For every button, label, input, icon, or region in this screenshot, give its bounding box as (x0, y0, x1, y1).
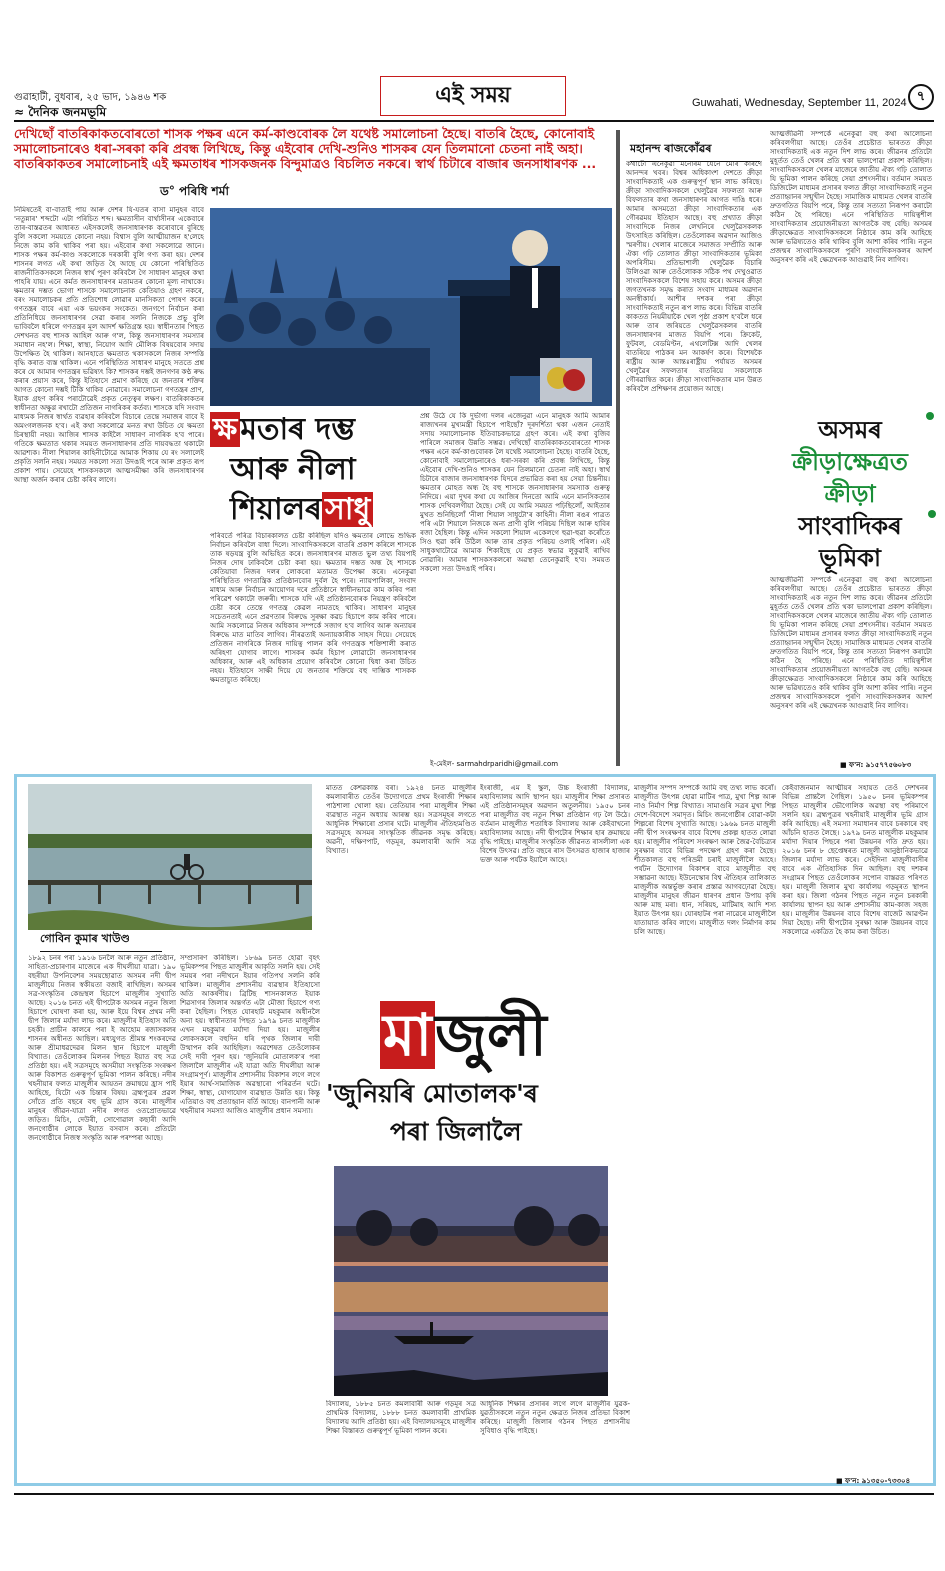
feature-headline-rest: জুলী (435, 1001, 547, 1069)
sports-headline-line-2: ক্ৰীড়াক্ষেত্ৰত (792, 448, 908, 476)
feature-column-3-bottom (326, 1400, 476, 1480)
lead-column-3 (420, 412, 610, 754)
headline-red-letter: ক্ষ (210, 412, 240, 447)
sports-headline-line-3: ক্ৰীড়া (824, 480, 876, 508)
bottom-rule (14, 1493, 934, 1495)
feature-column-5-text: মাজুলীৰ সম্পদ সম্পৰ্কে আমি বহু তথ্য লাভ কৰোঁ। মাজুলীত উৎপন্ন হোৱা মাটিৰ পাত্ৰ, মুখা শিল্প আৰু নাও নিৰ্মাণ শিল্প বিখ্যাত। সামাগুৰি সত্ৰৰ মুখা শিল্প দেশে-বিদেশে সমাদৃত। মিচিং জনগোষ্ঠীৰ বোৱা-কটা শিল্পৰো বিশেষ সুখ্যাতি আছে। ১৯৬৯ চনত মাজুলী নদী দ্বীপ সংৰক্ষণৰ বাবে বিশেষ প্ৰকল্প হাতত লোৱা হয়। মাজুলীৰ পৰিবেশ সংৰক্ষণ আৰু জৈৱ-বৈচিত্ৰ্যৰ সুৰক্ষাৰ বাবে বিভিন্ন পদক্ষেপ গ্ৰহণ কৰা হৈছে। শীতকালত বহু পৰিভ্ৰমী চৰাই মাজুলীলৈ আহে। পৰ্যটন উদ্যোগৰ বিকাশৰ বাবে মাজুলীত বহু সম্ভাৱনা আছে। ইউনেস্কোৰ বিশ্ব ঐতিহ্যৰ তালিকাত মাজুলীক অন্তৰ্ভুক্ত কৰাৰ প্ৰস্তাৱ আগবঢ়োৱা হৈছে। মাজুলীৰ মানুহৰ জীৱন ধাৰণৰ প্ৰধান উপায় কৃষি আৰু মাছ মৰা। ধান, সৰিয়হ, মাটিমাহ আদি শস্য ইয়াত উৎপন্ন হয়। যোৰহাটৰ পৰা নাৱেৰে মাজুলীলৈ যাতায়াত কৰিব লাগে। মাজুলীত দলং নিৰ্মাণৰ কাম চলি আছে। (634, 784, 776, 936)
header-date-right: Guwahati, Wednesday, September 11, 2024 (692, 97, 907, 109)
sports-column-2-top (770, 130, 932, 406)
column-divider (616, 130, 620, 766)
headline-red-word: সাধু (322, 492, 373, 527)
sports-headline-line-4: সাংবাদিকৰ (798, 512, 902, 540)
lead-byline: ড° পৰিধি শৰ্মা (160, 184, 229, 198)
green-dot-top (926, 412, 934, 420)
feature-headline-line-3: পৰা জিলালৈ (390, 1117, 522, 1146)
paper-name: ≈ দৈনিক জনমভূমি (14, 105, 107, 119)
feature-column-3 (326, 784, 476, 996)
sports-byline: মহানন্দ ৰাজকোঁৱৰ (630, 140, 760, 162)
sports-phone: ■ ফ'ন: ৯১৫৭৭৫৬০৮৩ (840, 761, 912, 769)
section-title: এই সময় (380, 76, 566, 116)
feature-column-4-bottom-text: আধুনিক শিক্ষাৰ প্ৰসাৰৰ লগে লগে মাজুলীৰ যুৱক-যুৱতীসকলে নতুন নতুন ক্ষেত্ৰত নিজৰ প্ৰতিভা বিকাশ কৰিছে। মাজুলী জিলাৰ গঠনৰ পিছত প্ৰশাসনীয় সুবিধাও বৃদ্ধি পাইছে। (480, 1400, 630, 1435)
lead-column-2 (210, 532, 416, 764)
feature-phone: ■ ফ'ন: ৯১৩৫০-৭৩৩০৪ (836, 1477, 911, 1485)
sports-headline (770, 414, 930, 574)
green-dot-bottom (928, 510, 936, 518)
feature-headline-red: মা (380, 1001, 435, 1069)
politician-podium-illustration (210, 208, 612, 406)
feature-column-2-text: সম্প্ৰসাৰণ কৰিছিল। ১৮৬৯ চনত হোৱা বৃহৎ ভূমিকম্পৰ পিছত মাজুলীৰ আকৃতি সলনি হয়। সেই সময়ৰ পৰা নদীখনে ইয়াৰ গতিপথ সলনি কৰি থাকিল। মাজুলীৰ প্ৰশাসনীয় ব্যৱস্থাৰ ইতিহাসো অতি আকৰ্ষণীয়। ব্ৰিটিছ শাসনকালত ইয়াক শিৱসাগৰ জিলাৰ অন্তৰ্গত এটা মৌজা হিচাপে গণ্য কৰা হৈছিল। পিছত যোৰহাট মহকুমাৰ অধীনলৈ অনা হয়। স্বাধীনতাৰ পিছত ১৯৭৯ চনত মাজুলীক এখন মহকুমাৰ মৰ্যাদা দিয়া হয়। মাজুলীৰ লোকসকলে বহুদিন ধৰি পৃথক জিলাৰ দাবী উত্থাপন কৰি আহিছিল। অৱশেষত তেওঁলোকৰ সেই দাবী পূৰণ হয়। 'জুনিয়ৰি মোতালক'ৰ পৰা জিলালৈ মাজুলীৰ এই যাত্ৰা অতি দীঘলীয়া আৰু সংগ্ৰামপূৰ্ণ। মাজুলীৰ প্ৰশাসনীয় বিকাশৰ লগে লগে ইয়াৰ আৰ্থ-সামাজিক অৱস্থাৰো পৰিৱৰ্তন ঘটে। শিক্ষা, স্বাস্থ্য, যোগাযোগ ব্যৱস্থাত উন্নতি হয়। কিন্তু এতিয়াও বহু প্ৰত্যাহ্বান বৰ্তি আছে। বানপানী আৰু খহনীয়াৰ সমস্যা আজিও মাজুলীৰ প্ৰধান সমস্যা। (180, 954, 320, 1115)
headline-line-2: আৰু নীলা (230, 452, 356, 487)
river-sunset-photo (334, 1166, 608, 1396)
lead-column-3-text: প্ৰশ্ন উঠে যে কি দুৰ্ভাগ্য দলৰ এজেনুৱা এনে মানুহক আমি আমাৰ ৰাজ্যখনৰ মুখ্যমন্ত্ৰী হিচাপে পাইছোঁ? দূৰদৰ্শিতা থকা এজন নেতাই সদায় সমালোচনাক ইতিবাচকভাৱে গ্ৰহণ কৰে। এই কথা বুজিব পাৰিলে সমাজৰ উন্নতি সম্ভৱ। দেখিছোঁ বাতৰিকাকতবোৰতো শাসক পক্ষৰ এনে কৰ্ম-কাণ্ডবোৰক লৈ যথেষ্ট সমালোচনা হৈছে। বাতৰি হৈছে, কোনোবাই সমালোচনাৰেও ধৰা-সৰকা কৰি প্ৰবন্ধ লিখিছে, কিন্তু এইবোৰ দেখি-শুনিও শাসকৰ যেন তিলমানো চেতনা নাই অহা। স্বাৰ্থ চিটাৰে বাজাৰ জনসাধাৰণক যিদৰে প্ৰভাৱিত কৰা হয় সেয়া চিন্তনীয়। ক্ষমতাৰ মোহত অন্ধ হৈ বহু শাসকে জনসাধাৰণৰ সমস্যাক গুৰুত্ব নিদিয়ে। এয়া দুখৰ কথা যে আজিৰ দিনতো আমি এনে মানসিকতাৰ শাসক দেখিবলগীয়া হৈছে। সেই যে আমি সময়ত পঢ়িছিলোঁ, আইতাৰ মুখত শুনিছিলোঁ 'নীলা শিয়াল সাধুটো'ৰ কাহিনী। নীলা ৰঙৰ পাত্ৰত পৰি এটা শিয়ালে নিজকে অন্য প্ৰাণী বুলি পৰিচয় দিছিল আৰু হাবিৰ ৰজা হৈছিল। কিন্তু এদিন সকলো শিয়াল একেলগে হুৱা-হুৱা কৰোঁতে সিও হুৱা কৰি উঠিল আৰু তাৰ প্ৰকৃত পৰিচয় ওলাই পৰিল। এই সাধুকথাটোৱে আমাক শিকাইছে যে প্ৰকৃত স্বভাৱ লুকুৱাই ৰাখিব নোৱাৰি। আমাৰ শাসকসকলৰো অৱস্থা তেনেকুৱাই হ'ব। সময়ত সকলো সত্য উদঙাই পৰিব। (420, 412, 610, 573)
page-number: ৭ (908, 84, 934, 110)
feature-column-1 (28, 954, 176, 1478)
feature-column-4-text: ইংৰাজী, এম ই স্কুল, উচ্চ ইংৰাজী বিদ্যালয়, মহাবিদ্যালয় আদি স্থাপন হয়। মাজুলীৰ শিক্ষা প্ৰসাৰত এই প্ৰতিষ্ঠানসমূহৰ অৱদান অতুলনীয়। ১৯৫০ চনৰ পৰা মাজুলীত বহু নতুন শিক্ষা প্ৰতিষ্ঠান গঢ় লৈ উঠে। বৰ্তমান মাজুলীত শতাধিক বিদ্যালয় আৰু কেইবাখনো মহাবিদ্যালয় আছে। নদী দ্বীপটোৰ শিক্ষাৰ হাৰ ক্ৰমান্বয়ে বৃদ্ধি পাইছে। মাজুলীৰ সংস্কৃতিক জীৱনত ৰাসলীলা এক বিশেষ উৎসৱ। প্ৰতি বছৰে ৰাস উৎসৱত হাজাৰ হাজাৰ ভক্ত আৰু পৰ্যটক ইয়ালৈ আহে। (480, 784, 630, 864)
feature-column-3-bottom-text: বিদ্যালয়, ১৮৮৫ চনত কমলাবাৰী আৰু গড়মূৰ সত্ৰ প্ৰাথমিক বিদ্যালয়, ১৮৮৮ চনত কমলাবাৰী প্ৰাথমিক বিদ্যালয় আদি প্ৰতিষ্ঠা হয়। এই বিদ্যালয়সমূহে মাজুলীৰ শিক্ষা বিস্তাৰত গুৰুত্বপূৰ্ণ ভূমিকা পালন কৰে। (326, 1400, 476, 1435)
feature-column-1-text: ১৮৯২ চনৰ পৰা ১৯১৬ চনলৈ আৰু নতুন প্ৰতিষ্ঠান, সাহিত্য-প্ৰচাৰণাৰ মাজেৰে এক দীঘলীয়া যাত্ৰা। ১৯০ বছৰীয়া উপনিবেশৰ সময়ছোৱাত অসমৰ নদী দ্বীপ মাজুলীয়ে নিজৰ স্বকীয়তা বজাই ৰাখিছিল। অসমৰ সত্ৰ-সংস্কৃতিৰ কেন্দ্ৰস্থল হিচাপে মাজুলীৰ সুখ্যাতি আছে। ২০১৬ চনত এই দ্বীপটোক অসমৰ নতুন জিলা হিচাপে ঘোষণা কৰা হয়, আৰু ইয়ে বিশ্বৰ প্ৰথম নদী দ্বীপ জিলাৰ মৰ্যাদা লাভ কৰে। মাজুলীৰ ইতিহাস অতি চহকী। প্ৰাচীন কালৰে পৰা ই আহোম ৰজাসকলৰ শাসনৰ অধীনত আছিল। মধ্যযুগত শ্ৰীমন্ত শংকৰদেৱ আৰু শ্ৰীমাধৱদেৱৰ মিলন স্থান হিচাপে মাজুলী বিখ্যাত। তেওঁলোকৰ মিলনৰ পিছত ইয়াত বহু সত্ৰ প্ৰতিষ্ঠা হয়। এই সত্ৰসমূহে অসমীয়া সংস্কৃতিক সংৰক্ষণ আৰু বিকাশত গুৰুত্বপূৰ্ণ ভূমিকা পালন কৰিছে। নদীৰ খহনীয়াৰ ফলত মাজুলীৰ আয়তন ক্ৰমান্বয়ে হ্ৰাস পাই আহিছে, যিটো এক চিন্তাৰ বিষয়। ব্ৰহ্মপুত্ৰৰ প্ৰৱল সোঁতে প্ৰতি বছৰে বহু ভূমি গ্ৰাস কৰে। মাজুলীৰ মানুহৰ জীৱন-যাত্ৰা নদীৰ লগত ওতপ্ৰোতভাৱে জড়িত। মিচিং, দেউৰী, সোণোৱাল কছাৰী আদি জনগোষ্ঠীৰ লোকে ইয়াত বসবাস কৰে। প্ৰতিটো জনগোষ্ঠীৰে নিজস্ব সংস্কৃতি আৰু পৰম্পৰা আছে। (28, 954, 176, 1142)
feature-column-2 (180, 954, 320, 1478)
wetland-bridge-photo (28, 784, 312, 930)
sports-column-2-bottom-text: আত্মজীৱনী সম্পৰ্কে এনেকুৱা বহু কথা আলোচনা কৰিবলগীয়া আছে। তেওঁৰ প্ৰচেষ্টাত ভাৰতত ক্ৰীড়া সাংবাদিকতাই এক নতুন দিশ লাভ কৰে। জীৱনৰ প্ৰতিটো মুহূৰ্তত তেওঁ খেলৰ প্ৰতি থকা ভালপোৱা প্ৰকাশ কৰিছিল। সাংবাদিকসকলে খেলৰ মাজেৰে জাতীয় ঐক্য গঢ়ি তোলাত যি ভূমিকা পালন কৰিছে সেয়া প্ৰশংসনীয়। বৰ্তমান সময়ত ডিজিটেল মাধ্যমৰ প্ৰসাৰৰ ফলত ক্ৰীড়া সাংবাদিকতাই নতুন প্ৰত্যাহ্বানৰ সন্মুখীন হৈছে। সামাজিক মাধ্যমত খেলৰ বাতৰি দ্ৰুতগতিত বিয়পি পৰে, কিন্তু তাৰ সত্যতা নিৰূপণ কৰাটো কঠিন হৈ পৰিছে। এনে পৰিস্থিতিত দায়িত্বশীল সাংবাদিকতাৰ প্ৰয়োজনীয়তা আগতকৈ বহু বেছি। অসমৰ ক্ৰীড়াক্ষেত্ৰত সাংবাদিকসকলে নিষ্ঠাৰে কাম কৰি আহিছে আৰু ভৱিষ্যতেও কৰি থাকিব বুলি আশা কৰিব পাৰি। নতুন প্ৰজন্মৰ সাংবাদিকসকলে পুৰণি সাংবাদিকসকলৰ আদৰ্শ অনুসৰণ কৰি এই ক্ষেত্ৰখনক আগুৱাই নিব লাগিব। (770, 576, 932, 710)
sunset-photo (334, 1166, 608, 1396)
headline-line-1: মতাৰ দম্ভ (240, 412, 355, 447)
headline-line-3: শিয়ালৰ (230, 492, 322, 527)
feature-headline (320, 1000, 620, 1160)
feature-column-3-text: মাতত কেশৱকান্ত বৰা। ১৯২৪ চনত মাজুলীৰ কমলাবাৰীত তেওঁৰ উদ্যোগতে প্ৰথম ইংৰাজী শিক্ষাৰ পাঠশালা খোলা হয়। তেতিয়াৰ পৰা মাজুলীৰ শিক্ষা ব্যৱস্থাত নতুন অধ্যায় আৰম্ভ হয়। সত্ৰসমূহৰ লগতে আধুনিক শিক্ষাৰো প্ৰসাৰ ঘটে। মাজুলীৰ ঐতিহ্যমণ্ডিত সত্ৰসমূহে অসমৰ সাংস্কৃতিক জীৱনক সমৃদ্ধ কৰিছে। অৱনী, দক্ষিণপাট, গড়মূৰ, কমলাবাৰী আদি সত্ৰ বিখ্যাত। (326, 784, 476, 855)
header-rule (14, 120, 934, 122)
feature-column-6 (782, 784, 928, 1470)
author-email: ই-মেইল- sarmahdrparidhi@gmail.com (430, 760, 559, 768)
sports-column-1-text: কথাটো এনেকুৱা মনোৰম যেনে মোৰ কাৰণে আনন্দৰ খবৰ। বিশ্বৰ অধিকাংশ দেশতে ক্ৰীড়া সাংবাদিকতাই এক গুৰুত্বপূৰ্ণ স্থান লাভ কৰিছে। ক্ৰীড়া সাংবাদিকসকলে খেলুৱৈৰ সফলতা আৰু বিফলতাৰ কথা জনসাধাৰণৰ আগত দাঙি ধৰে। আমাৰ অসমতো ক্ৰীড়া সাংবাদিকতাৰ এক গৌৰৱময় ইতিহাস আছে। বহু প্ৰখ্যাত ক্ৰীড়া সাংবাদিকে নিজৰ লেখনিৰে খেলুৱৈসকলক উৎসাহিত কৰিছিল। তেওঁলোকৰ অৱদান আজিও স্মৰণীয়। খেলাৰ মাজেৰে সমাজত সম্প্ৰীতি আৰু ঐক্য গঢ়ি তোলাত ক্ৰীড়া সাংবাদিকতাৰ ভূমিকা অপৰিসীম। প্ৰতিভাশালী খেলুৱৈক বিচাৰি উলিওৱা আৰু তেওঁলোকক সঠিক পথ দেখুওৱাত সাংবাদিকসকলে বিশেষ সহায় কৰে। অসমৰ ক্ৰীড়া জগতখনক সমৃদ্ধ কৰাত সংবাদ মাধ্যমৰ অৱদান অনস্বীকাৰ্য। আশীৰ দশকৰ পৰা ক্ৰীড়া সাংবাদিকতাই নতুন ৰূপ লাভ কৰে। বিভিন্ন বাতৰি কাকতত নিয়মীয়াকৈ খেল পৃষ্ঠা প্ৰকাশ হ'বলৈ ধৰে আৰু তাৰ জৰিয়তে খেলুৱৈসকলৰ বাতৰি জনসাধাৰণৰ মাজত বিয়পি পৰে। ক্ৰিকেট, ফুটবল, বেডমিণ্টন, এথলেটিক্স আদি খেলৰ বাতৰিয়ে পাঠকৰ মন আকৰ্ষণ কৰে। বিশেষকৈ ৰাষ্ট্ৰীয় আৰু আন্তঃৰাষ্ট্ৰীয় পৰ্যায়ত অসমৰ খেলুৱৈৰ সফলতাৰ বাতৰিয়ে সকলোকে গৌৰৱান্বিত কৰে। ক্ৰীড়া সাংবাদিকতাৰ মান উন্নত কৰিবলৈ প্ৰশিক্ষণৰ প্ৰয়োজন আছে। (626, 160, 762, 393)
sports-headline-line-5: ভূমিকা (819, 544, 881, 572)
sports-headline-line-1: অসমৰ (818, 416, 882, 444)
header-date-left: গুৱাহাটী, বুধবাৰ, ২৫ ভাদ, ১৯৪৬ শক (14, 92, 167, 103)
feature-column-5 (634, 784, 776, 1474)
lead-column-2-text: পৰিবৰ্তে পৰিত্ৰ বিচাৰকালত চেষ্টা কৰিছিল যদিও ক্ষমতাৰ লোভে শুদ্ধিক নিৰ্বাচন কৰিবলৈ বাধা দিলে। সাংবাদিকসকলে বাতৰি প্ৰকাশ কৰিলে শাসকে তাক ষড়যন্ত্ৰ বুলি অভিহিত কৰে। জনসাধাৰণৰ মাজত ভুল তথ্য বিয়পাই নিজৰ দোষ ঢাকিবলৈ চেষ্টা কৰা হয়। ক্ষমতাৰ দম্ভত অন্ধ হৈ শাসকে কেতিয়াবা নিজৰ দলৰ লোকৰো মতামত উপেক্ষা কৰে। এনেকুৱা পৰিস্থিতিত গণতান্ত্ৰিক প্ৰতিষ্ঠানবোৰ দুৰ্বল হৈ পৰে। ন্যায়পালিকা, সংবাদ মাধ্যম আৰু নিৰ্বাচন আয়োগৰ দৰে প্ৰতিষ্ঠানে স্বাধীনভাৱে কাম কৰিব পৰা পৰিৱেশ থকাটো জৰুৰী। শাসকে যদি এই প্ৰতিষ্ঠানবোৰক নিয়ন্ত্ৰণ কৰিবলৈ চেষ্টা কৰে তেন্তে গণতন্ত্ৰ কেৱল নামতহে থাকিব। সাধাৰণ মানুহৰ সচেতনতাই এনে প্ৰৱণতাৰ বিৰুদ্ধে সুৰক্ষা কৱচ হিচাপে কাম কৰিব পাৰে। আমি সকলোৱে নিজৰ অধিকাৰ সম্পৰ্কে সজাগ হ'ব লাগিব আৰু অন্যায়ৰ বিৰুদ্ধে মাত মাতিব লাগিব। নীৰৱতাই অন্যায়কাৰীক সাহস দিয়ে। সেয়েহে প্ৰতিজন নাগৰিকে নিজৰ দায়িত্ব পালন কৰি গণতন্ত্ৰক শক্তিশালী কৰাত অৰিহণা যোগাব লাগে। শাসকৰ কৰ্মৰ হিচাপ লোৱাটো জনসাধাৰণৰ অধিকাৰ, আৰু এই অধিকাৰ প্ৰয়োগ কৰিবলৈ কোনো দ্বিধা কৰা উচিত নহয়। ইতিহাসে সাক্ষী দিয়ে যে জনতাৰ শক্তিয়ে বহু দাম্ভিক শাসকক ক্ষমতাচ্যুত কৰিছে। (210, 532, 416, 684)
feature-column-4-bottom (480, 1400, 630, 1480)
feature-byline: গোবিন কুমাৰ খাউণ্ড (40, 930, 162, 952)
sports-column-1 (626, 160, 762, 760)
lead-illustration (210, 208, 612, 406)
feature-column-6-text: কেইবাজনমান আত্মীয়ৰ সহায়ত তেওঁ দেশখনৰ বিভিন্ন প্ৰান্তলৈ গৈছিল। ১৯৫০ চনৰ ভূমিকম্পৰ পিছত মাজুলীৰ ভৌগোলিক অৱস্থা বহু পৰিমাণে সলনি হয়। ব্ৰহ্মপুত্ৰৰ খহনীয়াই মাজুলীৰ ভূমি গ্ৰাস কৰি আহিছে। এই সমস্যা সমাধানৰ বাবে চৰকাৰে বহু আঁচনি হাতত লৈছে। ১৯৭৯ চনত মাজুলীক মহকুমাৰ মৰ্যাদা দিয়াৰ পিছৰে পৰা উন্নয়নৰ গতি দ্ৰুত হয়। ২০১৬ চনৰ ৮ ছেপ্তেম্বৰত মাজুলী আনুষ্ঠানিকভাৱে জিলাৰ মৰ্যাদা লাভ কৰে। সেইদিনা মাজুলীবাসীৰ বাবে এক ঐতিহাসিক দিন আছিল। বহু দশকৰ সংগ্ৰামৰ পিছত তেওঁলোকৰ সপোন বাস্তৱত পৰিণত হয়। মাজুলী জিলাৰ মুখ্য কাৰ্যালয় গড়মূৰত স্থাপন কৰা হয়। জিলা গঠনৰ পিছত নতুন নতুন চৰকাৰী কাৰ্যালয় স্থাপন হয় আৰু প্ৰশাসনীয় কাম-কাজ সহজ হয়। মাজুলীৰ উন্নয়নৰ বাবে বিশেষ বাজেট আৱণ্টন দিয়া হৈছে। নদী দ্বীপটোৰ সুৰক্ষা আৰু উন্নয়নৰ বাবে সকলোৱে একত্ৰিত হৈ কাম কৰা উচিত। (782, 784, 928, 936)
sports-column-2-top-text: আত্মজীৱনী সম্পৰ্কে এনেকুৱা বহু কথা আলোচনা কৰিবলগীয়া আছে। তেওঁৰ প্ৰচেষ্টাত ভাৰতত ক্ৰীড়া সাংবাদিকতাই এক নতুন দিশ লাভ কৰে। জীৱনৰ প্ৰতিটো মুহূৰ্তত তেওঁ খেলৰ প্ৰতি থকা ভালপোৱা প্ৰকাশ কৰিছিল। সাংবাদিকসকলে খেলৰ মাজেৰে জাতীয় ঐক্য গঢ়ি তোলাত যি ভূমিকা পালন কৰিছে সেয়া প্ৰশংসনীয়। বৰ্তমান সময়ত ডিজিটেল মাধ্যমৰ প্ৰসাৰৰ ফলত ক্ৰীড়া সাংবাদিকতাই নতুন প্ৰত্যাহ্বানৰ সন্মুখীন হৈছে। সামাজিক মাধ্যমত খেলৰ বাতৰি দ্ৰুতগতিত বিয়পি পৰে, কিন্তু তাৰ সত্যতা নিৰূপণ কৰাটো কঠিন হৈ পৰিছে। এনে পৰিস্থিতিত দায়িত্বশীল সাংবাদিকতাৰ প্ৰয়োজনীয়তা আগতকৈ বহু বেছি। অসমৰ ক্ৰীড়াক্ষেত্ৰত সাংবাদিকসকলে নিষ্ঠাৰে কাম কৰি আহিছে আৰু ভৱিষ্যতেও কৰি থাকিব বুলি আশা কৰিব পাৰি। নতুন প্ৰজন্মৰ সাংবাদিকসকলে পুৰণি সাংবাদিকসকলৰ আদৰ্শ অনুসৰণ কৰি এই ক্ষেত্ৰখনক আগুৱাই নিব লাগিব। (770, 130, 932, 264)
lead-column-1 (14, 206, 204, 762)
bridge-photo (28, 784, 312, 930)
feature-headline-line-2: 'জুনিয়ৰি মোতালক'ৰ (326, 1079, 538, 1108)
feature-column-4 (480, 784, 630, 996)
sports-column-2-bottom (770, 576, 932, 756)
lead-strap: দেখিছোঁ বাতৰিকাকতবোৰতো শাসক পক্ষৰ এনে কৰ্ম-কাণ্ডবোৰক লৈ যথেষ্ট সমালোচনা হৈছে। বাতৰি হৈছে, কোনোবাই সমালোচনাৰেও ধৰা-সৰকা কৰি প্ৰবন্ধ লিখিছে, কিন্তু এইবোৰ দেখি-শুনিও শাসকৰ যেন তিলমানো চেতনা নাই অহা। বাতৰিকাকতৰ সমালোচনাই এই ক্ষমতাধৰ শাসকজনক বিন্দুমাত্ৰও বিচলিত নকৰে। স্বাৰ্থ চিটাৰে বাজাৰ জনসাধাৰণক ... (14, 126, 597, 171)
lead-column-1-text: নিমিষতেই বা-বাতাই পায় আৰু দেশৰ যি-যতৰ বাসা মানুহৰ বাবে 'নতুন্নাৰ' শব্দটো এটা পৰিচিত শব্দ। ক্ষমতাসীন বাৰ্থাসীনৰ একেবাৰে তাৰ-বাস্তৱতৰ আধাৰত এইসকলেই জনসাধাৰণক কৰোবাৰে বুৰিছে বুলি সকলো সময়তে কোনো নহয়। বিশ্বাস বুলি আত্মীয়াজন হ'লেহে নিজে কাম কৰি থাকিব পৰা হয়। এইবোৰ কথা সকলোৱে জানে। শাসক পক্ষৰ কৰ্ম-কাণ্ড সকলোকে দৰকাৰী বুলি গণ্য কৰা হয়। দেশৰ শাসনৰ লগত এই কথা জড়িত হৈ আছে যে কোনো পৰিস্থিতিত ৰাজনীতিকসকলে নিজৰ স্বাৰ্থ পূৰণ কৰিবলৈ গৈ সাধাৰণ মানুহৰ কথা পাহৰি যায়। এনে কৰ্মত জনসাধাৰণৰ মতামতৰ কোনো মূল্য নাথাকে। ক্ষমতাৰ দম্ভত ভোগা শাসকে সমালোচনাক কেতিয়াও গ্ৰহণ নকৰে, বৰং সমালোচকৰ প্ৰতি প্ৰতিশোধ লোৱাৰ মানসিকতা পোষণ কৰে। গণতন্ত্ৰৰ বাবে এয়া এক ভয়ংকৰ সংকেত। জনগণে নিৰ্বাচন কৰা প্ৰতিনিধিয়ে জনসাধাৰণৰ সেৱা কৰাৰ সলনি নিজকে প্ৰভু বুলি ভাবিবলৈ ধৰিলে গণতন্ত্ৰৰ মূল আদৰ্শ ক্ষতিগ্ৰস্ত হয়। স্বাধীনতাৰ পিছত দেশখনত বহু শাসক আহিল আৰু গ'ল, কিন্তু জনসাধাৰণৰ সমস্যাৰ সমাধান নহ'ল। শিক্ষা, স্বাস্থ্য, নিয়োগ আদি মৌলিক বিষয়বোৰ সদায় উপেক্ষিত হৈ থাকিল। আনহাতে ক্ষমতাত থকাসকলে নিজৰ সম্পত্তি বৃদ্ধি কৰাত ব্যস্ত থাকিল। এনে পৰিস্থিতিত সাধাৰণ মানুহে সততে প্ৰশ্ন কৰে যে আমাৰ গণতন্ত্ৰৰ ভৱিষ্যৎ কি? শাসকৰ দম্ভই জনগণৰ কণ্ঠ ৰুদ্ধ কৰাৰ প্ৰয়াস কৰে, কিন্তু ইতিহাসে প্ৰমাণ কৰিছে যে জনতাৰ শক্তিৰ আগত কোনো দম্ভই টিকি থাকিব নোৱাৰে। সমালোচনা গণতন্ত্ৰৰ প্ৰাণ, ইয়াক গ্ৰহণ কৰিব পৰাটোৱেই প্ৰকৃত নেতৃত্বৰ লক্ষণ। বাতৰিকাকতৰ স্বাধীনতা অক্ষুণ্ণ ৰখাটো প্ৰতিজন নাগৰিকৰ কৰ্তব্য। শাসকে যদি সংবাদ মাধ্যমক নিজৰ স্বাৰ্থত ব্যৱহাৰ কৰিবলৈ বিচাৰে তেন্তে সমাজৰ বাবে ই অমংগলজনক হ'ব। এই কথা সকলোৱে মনত ৰখা উচিত যে ক্ষমতা চিৰস্থায়ী নহয়। আজিৰ শাসক কাইলৈ সাধাৰণ নাগৰিক হ'ব পাৰে। গতিকে ক্ষমতাত থকাৰ সময়ত জনসাধাৰণৰ প্ৰতি দায়বদ্ধতা থকাটো আৱশ্যক। নীলা শিয়ালৰ কাহিনীটোৱে আমাক শিকায় যে ৰং সলালেই প্ৰকৃতি সলনি নহয়। সময়ত সকলো সত্য উদঙাই পৰে আৰু প্ৰকৃত ৰূপ প্ৰকাশ পায়। সেয়েহে শাসকসকলে আত্মসমীক্ষা কৰি জনসাধাৰণৰ আস্থা অৰ্জন কৰাৰ চেষ্টা কৰিব লাগে। (14, 206, 204, 484)
lead-headline (210, 412, 410, 528)
